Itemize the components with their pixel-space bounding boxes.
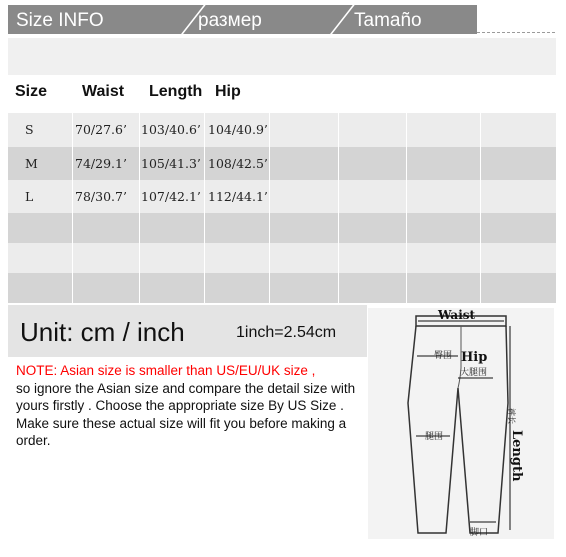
cell-hip: 112/44.1’ bbox=[208, 189, 268, 204]
cell-size: M bbox=[25, 156, 38, 171]
cell-size: L bbox=[25, 189, 34, 204]
thigh-cn-label: 大腿围 bbox=[460, 368, 488, 378]
hip-cn-label: 臀围 bbox=[434, 351, 453, 361]
cell-waist: 78/30.7’ bbox=[75, 189, 127, 204]
cell-length: 105/41.3’ bbox=[141, 156, 201, 171]
header-size: Size bbox=[15, 83, 48, 100]
table-row bbox=[8, 147, 556, 180]
knee-cn-label: 腿围 bbox=[425, 432, 444, 442]
table-row bbox=[8, 273, 556, 303]
hip-label: Hip bbox=[461, 350, 488, 365]
column-divider bbox=[406, 113, 407, 303]
size-note bbox=[16, 362, 364, 450]
table-header-row bbox=[8, 75, 556, 114]
table-row bbox=[8, 113, 556, 147]
table-row bbox=[8, 243, 556, 273]
cell-hip: 104/40.9’ bbox=[208, 122, 268, 137]
cell-size: S bbox=[25, 122, 34, 137]
header-bar bbox=[8, 5, 477, 34]
unit-label: Unit: cm / inch bbox=[20, 317, 185, 347]
column-divider bbox=[139, 113, 140, 303]
title-tamano: Tamaño bbox=[354, 10, 422, 31]
column-divider bbox=[338, 113, 339, 303]
table-row bbox=[8, 180, 556, 213]
unit-conversion: 1inch=2.54cm bbox=[236, 324, 337, 341]
pants-diagram bbox=[368, 308, 554, 539]
column-divider bbox=[72, 113, 73, 303]
cell-waist: 70/27.6’ bbox=[75, 122, 127, 137]
header-length: Length bbox=[149, 83, 203, 100]
column-divider bbox=[269, 113, 270, 303]
cell-length: 107/42.1’ bbox=[141, 189, 201, 204]
pants-diagram-drawing bbox=[368, 308, 554, 539]
cell-length: 103/40.6’ bbox=[141, 122, 201, 137]
length-cn-label: 裤长 bbox=[507, 408, 516, 424]
header-separator bbox=[328, 5, 357, 34]
column-divider bbox=[480, 113, 481, 303]
title-razmer: размер bbox=[198, 10, 262, 31]
title-size-info: Size INFO bbox=[16, 10, 104, 31]
table-row bbox=[8, 213, 556, 243]
waist-label: Waist bbox=[438, 308, 476, 322]
column-divider bbox=[204, 113, 205, 303]
header-dashed-line bbox=[477, 32, 555, 33]
hem-cn-label: 脚口 bbox=[470, 528, 489, 538]
unit-box bbox=[8, 305, 367, 357]
pants-outline bbox=[408, 326, 508, 533]
note-body: so ignore the Asian size and compare the detail size with yours firstly . Choose the appropriate size By US Size . Make sure these actual size will fit you before making a order. bbox=[16, 380, 356, 448]
header-waist: Waist bbox=[82, 83, 125, 100]
header-hip: Hip bbox=[215, 83, 241, 100]
note-warning: NOTE: Asian size is smaller than US/EU/UK size , bbox=[16, 363, 316, 378]
size-table bbox=[8, 38, 556, 303]
length-label: Length bbox=[509, 430, 524, 482]
cell-waist: 74/29.1’ bbox=[75, 156, 127, 171]
cell-hip: 108/42.5’ bbox=[208, 156, 268, 171]
